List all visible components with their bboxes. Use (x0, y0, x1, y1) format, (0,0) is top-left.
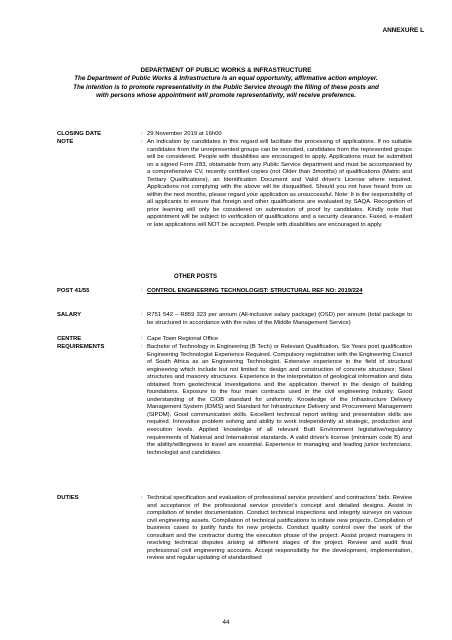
intro-line-2: The intention is to promote representativity in the Public Service through the filling of these posts and (73, 83, 379, 91)
annexure-label: ANNEXURE L (382, 27, 424, 34)
requirements-value: Bachelor of Technology in Engineering (B Tech) or Relevant Qualification, Six Years post qualification Engineering Technologist Experience Required. Compulsory registration with the Engineering Council of South Africa as an Engineering Technologist. Extensive experience in the field of structural engineering which include but not limited to: design and construction of concrete structures; Steel structures and masonry structures. Experience in the interpretation of geological information and data obtained from geotechnical investigations and the application thereof in the design of building foundations. Exposure to the four main contracts used in the civil engineering industry. Good understanding of the CIOB standard for uniformity. Knowledge of the Infrastructure Delivery Management System (IDMS) and Standard for Infrastructure Delivery and Procurement Management (SIPDM). Good communication skills. Excellent technical report writing and presentation skills are required. Innovative problem solving and ability to work independently at strategic, production and execution levels. Applied knowledge of all relevant Built Environment legislative/regulatory requirements of National and International standards. A valid driver's license (minimum code B) and the ability/willingness to travel are essential. Experience in managing and leading junior technicians, technologist and candidates. (147, 344, 412, 456)
duties-colon: : (141, 495, 143, 501)
post-label: POST 41/55 (57, 288, 90, 294)
note-label: NOTE (57, 139, 74, 145)
salary-value: R751 542 – R859 323 per annum (All-inclusive salary package) (OSD) per annum (total package to be structured in accordance with the rules of the Middle Management Service) (147, 312, 412, 326)
other-posts-heading: OTHER POSTS (174, 274, 218, 280)
intro-line-1: The Department of Public Works & Infrastructure is an equal opportunity, affirmative action employer. (74, 75, 378, 83)
closing-date-label: CLOSING DATE (57, 131, 102, 137)
requirements-label: REQUIREMENTS (57, 344, 105, 350)
duties-value: Technical specification and evaluation of professional service providers' and contractors' bids. Review and acceptance of the professional service provider's concept and detailed designs. Assist in compilation of tender documentation. Conduct technical inspections and integrity surveys on various civil engineering assets. Compilation of technical justifications to initiate new projects. Compilation of business cases to justify funds for new projects. Conduct quality control over the work of the consultant and the contractor during the execution phase of the project. Assist project managers in resolving technical disputes arising at different stages of the project. Review and audit final professional civil engineering accounts. Accept responsibility for the development, implementation, review and regular updating of standardised (147, 495, 412, 562)
post-row (57, 288, 412, 296)
department-title: DEPARTMENT OF PUBLIC WORKS & INFRASTRUCTURE (140, 67, 312, 74)
duties-label: DUTIES (57, 495, 79, 501)
closing-date-colon: : (141, 131, 143, 137)
post-title: CONTROL ENGINEERING TECHNOLOGIST: STRUCTURAL REF NO: 2019/224 (147, 288, 363, 294)
page-number: 44 (222, 619, 230, 626)
duties-row (57, 495, 412, 563)
note-colon: : (141, 139, 143, 145)
centre-label: CENTRE (57, 336, 82, 342)
salary-colon: : (141, 312, 143, 318)
salary-label: SALARY (57, 312, 81, 318)
requirements-colon: : (141, 344, 143, 350)
header-block (50, 67, 402, 100)
closing-date-row (57, 131, 412, 139)
post-colon: : (141, 288, 143, 294)
note-row (57, 139, 412, 230)
closing-date-value: 29 November 2019 at 16h00 (147, 131, 222, 137)
intro-line-3: with persons whose appointment will promote representativity, will receive preference. (96, 91, 356, 99)
centre-colon: : (141, 336, 143, 342)
note-value: An indication by candidates in this regard will facilitate the processing of applications. If no suitable candidates from the unrepresented groups can be recruited, candidates from the represented groups will be considered. People with disabilities are encouraged to apply. Applications must be submitted on a signed Form Z83, obtainable from any Public Service department and must be accompanied by a comprehensive CV, recently certified copies (not Older than 3months) of qualifications (Matric and Tertiary Qualifications), an Identification Document and Valid driver's License where required. Applications not complying with the above will be disqualified. Should you not have heard from us within the next months, please regard your application as unsuccessful. Note: It is the responsibility of all applicants to ensure that foreign and other qualifications are evaluated by SAQA. Recognition of prior learning will only be considered on submission of proof by candidates. Kindly note that appointment will be subject to verification of qualifications and a security clearance. Faxed, e-mailed or late applications will NOT be accepted. People with disabilities are encouraged to apply. (147, 139, 412, 229)
centre-row (57, 336, 412, 344)
requirements-row (57, 344, 412, 457)
salary-row (57, 312, 412, 327)
centre-value: Cape Town Regional Office (147, 336, 219, 342)
